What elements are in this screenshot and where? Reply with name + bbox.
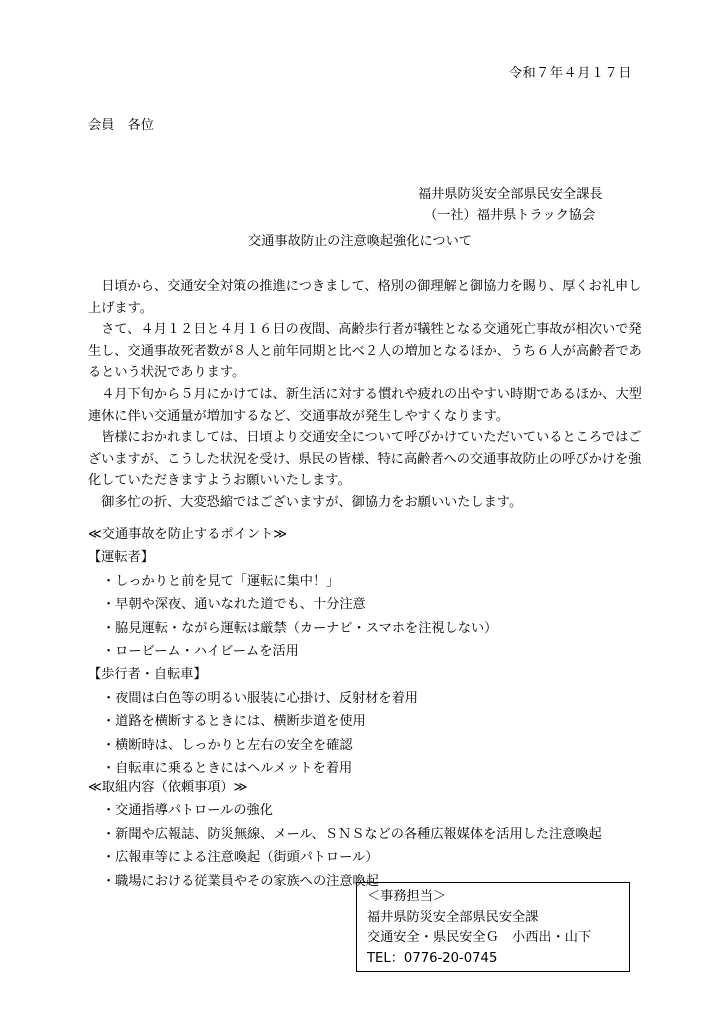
list-item: ・脇見運転・ながら運転は厳禁（カーナビ・スマホを注視しない） xyxy=(102,620,498,636)
list-item: ・ロービーム・ハイビームを活用 xyxy=(102,644,299,660)
sender-line: （一社）福井県トラック協会 xyxy=(424,208,596,223)
body-paragraph: 日頃から、交通安全対策の推進につきまして、格別の御理解と御協力を賜り、厚くお礼申し上げます。 xyxy=(88,279,642,316)
list-item: ・横断時は、しっかりと左右の安全を確認 xyxy=(102,737,353,753)
list-item: ・しっかりと前を見て「運転に集中！」 xyxy=(102,573,340,589)
body-text xyxy=(88,276,648,514)
body-paragraph: 御多忙の折、大変恐縮ではございますが、御協力をお願いいたします。 xyxy=(101,494,523,510)
document-subject: 交通事故防止の注意喚起強化について xyxy=(248,234,472,249)
sender-line: 福井県防災安全部県民安全課長 xyxy=(418,187,603,202)
list-item: ・交通指導パトロールの強化 xyxy=(102,803,273,819)
contact-section: 交通安全・県民安全Ｇ 小西出・山下 xyxy=(367,930,592,945)
list-item: ・道路を横断するときには、横断歩道を使用 xyxy=(102,714,366,730)
requests-heading: ≪取組内容（依頼事項）≫ xyxy=(88,780,248,795)
list-item: ・自転車に乗るときにはヘルメットを着用 xyxy=(102,761,353,777)
contact-tel: TEL：0776-20-0745 xyxy=(367,950,498,966)
prevention-points xyxy=(88,523,497,780)
pedestrian-heading: 【歩行者・自転車】 xyxy=(88,667,207,683)
contact-box xyxy=(356,882,630,972)
requests-section xyxy=(88,776,602,893)
document-date: 令和７年４月１７日 xyxy=(508,66,632,81)
sender-block xyxy=(418,184,603,226)
list-item: ・夜間は白色等の明るい服装に心掛け、反射材を着用 xyxy=(102,690,418,706)
recipient: 会員 各位 xyxy=(88,118,154,133)
list-item: ・早朝や深夜、通いなれた道でも、十分注意 xyxy=(102,597,366,613)
list-item: ・広報車等による注意喚起（街頭パトロール） xyxy=(102,850,379,866)
list-item: ・職場における従業員やその家族への注意喚起 xyxy=(102,873,379,889)
contact-heading: ＜事務担当＞ xyxy=(367,889,447,904)
body-paragraph: ４月下旬から５月にかけては、新生活に対する慣れや疲れの出やすい時期であるほか、大型連休に伴い交通量が増加するなど、交通事故が発生しやすくなります。 xyxy=(88,386,642,424)
driver-heading: 【運転者】 xyxy=(88,550,154,566)
body-paragraph: 皆様におかれましては、日頃より交通安全について呼びかけていただいているところではございますが、こうした状況を受け、県民の皆様、特に高齢者への交通事故防止の呼びかけを強化していただきますようお願いいたします。 xyxy=(88,430,642,489)
list-item: ・新聞や広報誌、防災無線、メール、ＳＮＳなどの各種広報媒体を活用した注意喚起 xyxy=(102,826,602,842)
body-paragraph: さて、４月１２日と４月１６日の夜間、高齢歩行者が犠牲となる交通死亡事故が相次いで発生し、交通事故死者数が８人と前年同期と比べ２人の増加となるほか、うち６人が高齢者であるという状況であります。 xyxy=(88,322,642,381)
points-heading: ≪交通事故を防止するポイント≫ xyxy=(88,527,288,542)
contact-department: 福井県防災安全部県民安全課 xyxy=(367,909,539,925)
